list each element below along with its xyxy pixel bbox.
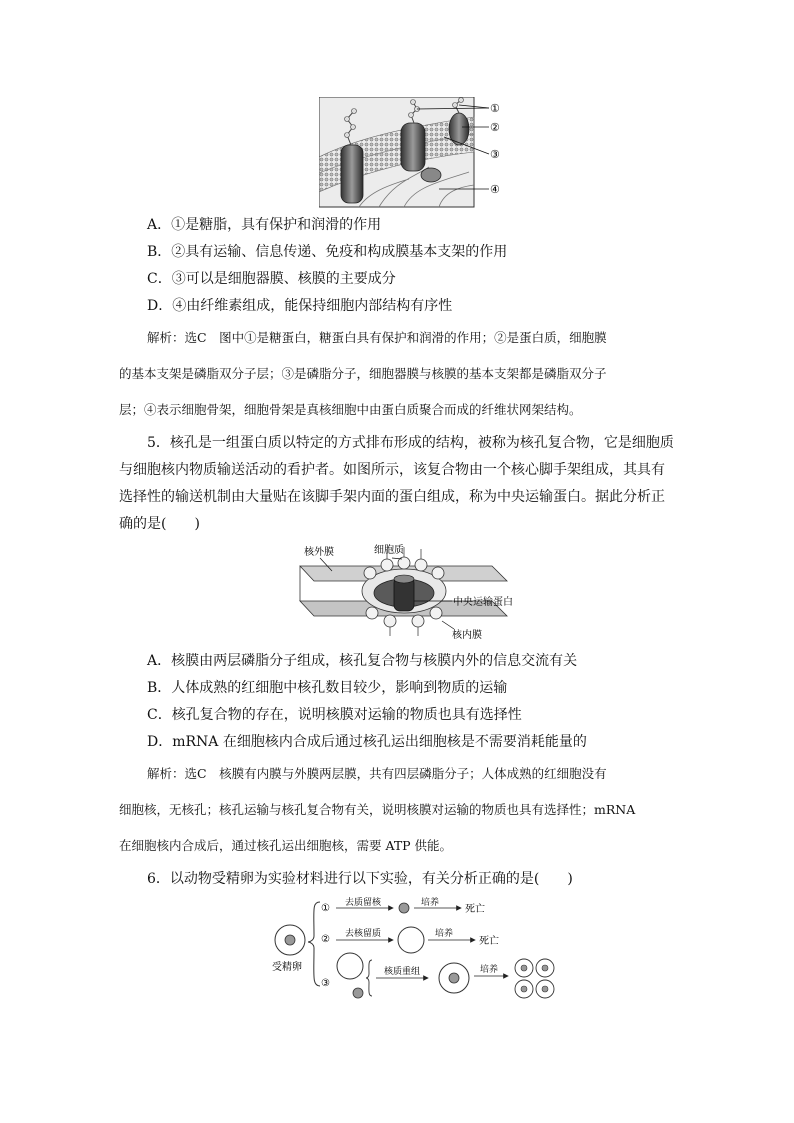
q5-option-d: D．mRNA 在细胞核内合成后通过核孔运出细胞核是不需要消耗能量的 <box>147 734 587 750</box>
q5-stem-line-3: 选择性的输送机制由大量贴在该脚手架内面的蛋白组成，称为中央运输蛋白。据此分析正 <box>119 489 665 505</box>
marker-2: ② <box>490 121 500 134</box>
step-remove-cytoplasm: 去质留核 <box>345 898 382 908</box>
q5-analysis-line-3: 在细胞核内合成后，通过核孔运出细胞核，需要 ATP 供能。 <box>119 838 453 853</box>
culture-1: 培养 <box>421 898 440 908</box>
q4-analysis-line-1: 解析：选C 图中①是糖蛋白，糖蛋白具有保护和润滑的作用；②是蛋白质，细胞膜 <box>147 330 607 345</box>
q4-option-a: A．①是糖脂，具有保护和润滑的作用 <box>147 217 382 233</box>
step-recombine: 核质重组 <box>384 967 421 977</box>
result-1: 死亡 <box>465 904 485 915</box>
q5-option-a: A．核膜由两层磷脂分子组成，核孔复合物与核膜内外的信息交流有关 <box>147 653 578 669</box>
label-central-transport: 中央运输蛋白 <box>453 597 513 608</box>
q5-analysis-line-1: 解析：选C 核膜有内膜与外膜两层膜，共有四层磷脂分子；人体成熟的红细胞没有 <box>147 766 607 781</box>
membrane-figure <box>319 97 509 209</box>
egg-experiment-figure <box>268 896 568 1004</box>
label-inner-membrane: 核内膜 <box>452 630 482 641</box>
q4-option-c: C．③可以是细胞器膜、核膜的主要成分 <box>147 271 396 287</box>
q4-option-d: D．④由纤维素组成，能保持细胞内部结构有序性 <box>147 298 453 314</box>
label-outer-membrane: 核外膜 <box>304 547 334 558</box>
marker-3: ③ <box>490 148 500 161</box>
nuclear-pore-figure <box>292 541 532 641</box>
branch-2: ② <box>321 934 330 945</box>
culture-2: 培养 <box>435 929 454 939</box>
q6-stem: 6．以动物受精卵为实验材料进行以下实验，有关分析正确的是( ) <box>147 871 573 887</box>
culture-3: 培养 <box>480 965 499 975</box>
branch-1: ① <box>321 903 330 914</box>
q5-analysis-line-2: 细胞核，无核孔；核孔运输与核孔复合物有关，说明核膜对运输的物质也具有选择性；mRNA <box>119 802 636 817</box>
marker-1: ① <box>490 102 500 115</box>
q5-stem-line-2: 与细胞核内物质输送活动的看护者。如图所示，该复合物由一个核心脚手架组成，其具有 <box>119 462 665 478</box>
marker-4: ④ <box>490 183 500 196</box>
q5-stem-line-4: 确的是( ) <box>119 516 200 532</box>
label-cytoplasm: 细胞质 <box>374 545 404 556</box>
result-2: 死亡 <box>479 936 499 947</box>
q5-option-b: B．人体成熟的红细胞中核孔数目较少，影响到物质的运输 <box>147 680 508 696</box>
q5-stem-line-1: 5．核孔是一组蛋白质以特定的方式排布形成的结构，被称为核孔复合物，它是细胞质 <box>147 435 674 451</box>
q4-option-b: B．②具有运输、信息传递、免疫和构成膜基本支架的作用 <box>147 244 508 260</box>
step-remove-nucleus: 去核留质 <box>345 929 382 939</box>
q5-option-c: C．核孔复合物的存在，说明核膜对运输的物质也具有选择性 <box>147 707 522 723</box>
q4-analysis-line-2: 的基本支架是磷脂双分子层；③是磷脂分子，细胞器膜与核膜的基本支架都是磷脂双分子 <box>119 366 607 381</box>
q4-analysis-line-3: 层；④表示细胞骨架，细胞骨架是真核细胞中由蛋白质聚合而成的纤维状网架结构。 <box>119 402 582 417</box>
branch-3: ③ <box>321 978 330 989</box>
label-fertilized-egg: 受精卵 <box>272 962 302 973</box>
